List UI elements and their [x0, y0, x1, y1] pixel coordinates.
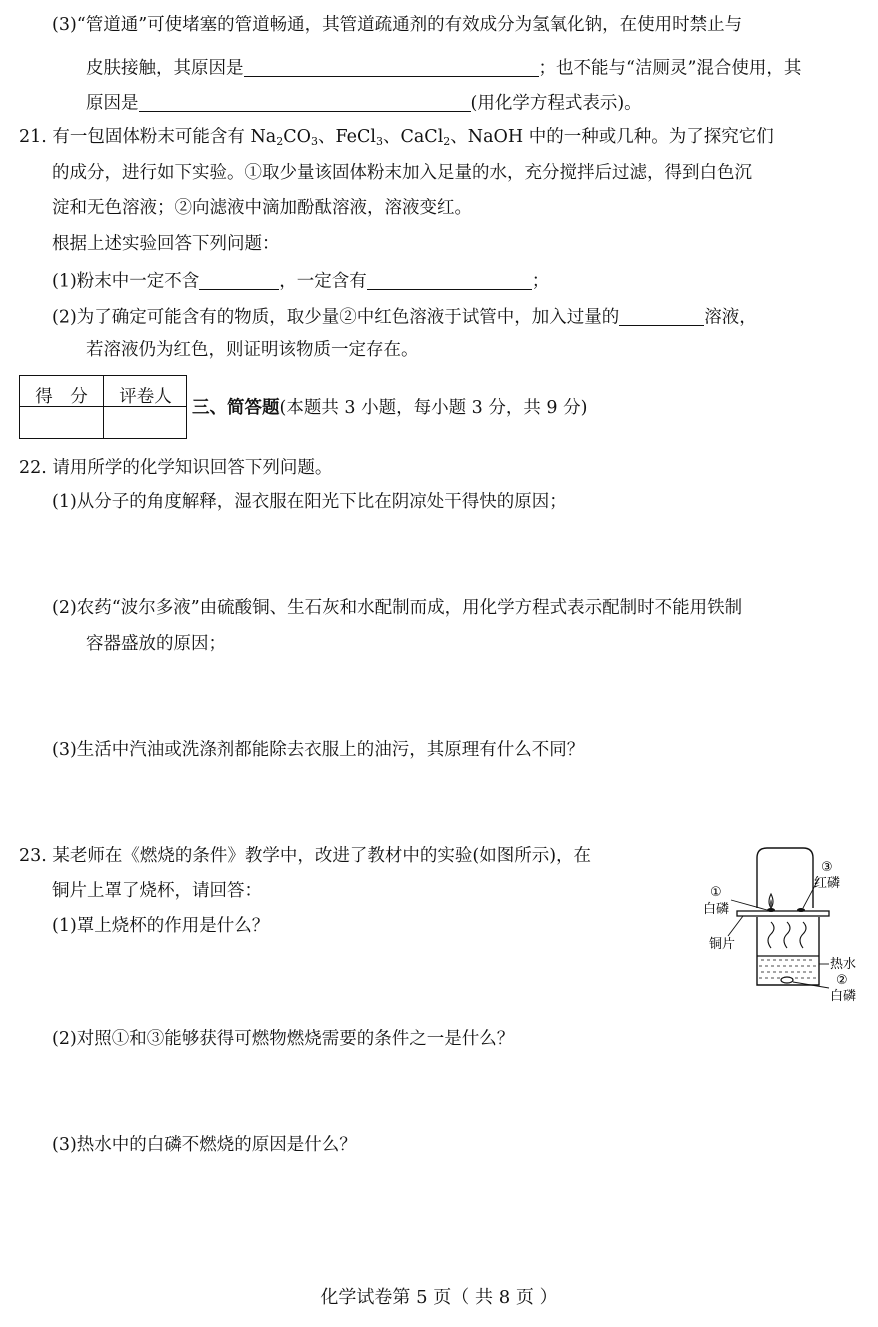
white-phosphorus-2	[781, 977, 793, 983]
leader-line	[731, 900, 767, 910]
label-2-num: ②	[836, 973, 848, 988]
q21-text: CO	[283, 127, 311, 147]
q23-stem-line1: 23. 某老师在《燃烧的条件》教学中，改进了教材中的实验(如图所示)，在	[19, 846, 592, 866]
section-3-desc: (本题共 3 小题，每小题 3 分，共 9 分)	[279, 398, 588, 418]
page-footer: 化学试卷第 5 页（ 共 8 页 ）	[320, 1287, 558, 1308]
answer-blank-q20-equation[interactable]	[139, 93, 471, 112]
combustion-experiment-figure	[695, 840, 870, 1010]
beaker-outline	[757, 848, 813, 908]
q23-part2: (2)对照①和③能够获得可燃物燃烧需要的条件之一是什么？	[52, 1029, 515, 1049]
grader-header: 评卷人	[119, 387, 172, 407]
label-copper: 铜片	[709, 937, 736, 952]
section-3-title: 三、简答题	[192, 398, 280, 418]
q22-part2-line2: 容器盛放的原因；	[86, 634, 226, 654]
section-3-heading	[192, 400, 587, 418]
label-3-text: 红磷	[814, 876, 841, 891]
steam-icon	[800, 922, 806, 948]
q20-3-line3-text-a: 原因是	[86, 93, 139, 114]
copper-sheet	[737, 911, 829, 916]
q23-part3: (3)热水中的白磷不燃烧的原因是什么？	[52, 1135, 357, 1155]
q22-stem: 22. 请用所学的化学知识回答下列问题。	[19, 458, 333, 478]
answer-blank-q20-reason[interactable]	[244, 58, 539, 77]
red-phosphorus-3	[797, 908, 805, 912]
label-1-num: ①	[710, 885, 722, 900]
q21-sub2-text-b: 溶液，	[704, 307, 757, 328]
q21-line2: 的成分，进行如下实验。①取少量该固体粉末加入足量的水，充分搅拌后过滤，得到白色沉	[52, 163, 752, 183]
label-3-num: ③	[821, 860, 833, 875]
score-header: 得 分	[35, 387, 88, 407]
subscript: 3	[310, 135, 318, 148]
q20-3-line2	[86, 58, 801, 78]
q21-sub1	[52, 271, 549, 291]
q21-line3: 淀和无色溶液；②向滤液中滴加酚酞溶液，溶液变红。	[52, 198, 472, 218]
subscript: 3	[375, 135, 383, 148]
q21-sub2	[52, 307, 757, 327]
q20-3-line2-text-b: ；也不能与“洁厕灵”混合使用，其	[538, 58, 802, 79]
q21-sub1-text-c: ；	[531, 271, 550, 292]
q21-text: 21. 有一包固体粉末可能含有 Na	[19, 127, 277, 147]
label-2-text: 白磷	[830, 989, 857, 1004]
q21-text: 、CaCl	[382, 127, 444, 147]
lower-beaker-outline	[757, 917, 819, 985]
q22-part3: (3)生活中汽油或洗涤剂都能除去衣服上的油污，其原理有什么不同？	[52, 740, 585, 760]
q22-part2-line1: (2)农药“波尔多液”由硫酸铜、生石灰和水配制而成，用化学方程式表示配制时不能用铁制	[52, 598, 743, 618]
q20-3-line2-text-a: 皮肤接触，其原因是	[86, 58, 244, 79]
label-1-text: 白磷	[703, 902, 730, 917]
q21-text: 、NaOH 中的一种或几种。为了探究它们	[450, 127, 774, 147]
q21-line4: 根据上述实验回答下列问题：	[52, 234, 280, 254]
steam-icon	[768, 922, 774, 948]
q21-sub1-text-b: ，一定含有	[279, 271, 367, 292]
steam-icon	[784, 922, 790, 948]
q21-sub1-text-a: (1)粉末中一定不含	[52, 271, 200, 292]
score-table	[19, 375, 187, 439]
q21-line1	[19, 129, 774, 147]
q21-text: 、FeCl	[317, 127, 376, 147]
subscript: 2	[443, 135, 451, 148]
answer-blank-q21-not-contain[interactable]	[199, 271, 279, 290]
label-hot-water: 热水	[830, 957, 857, 972]
leader-line	[728, 916, 743, 936]
q21-sub2-text-a: (2)为了确定可能含有的物质，取少量②中红色溶液于试管中，加入过量的	[52, 307, 620, 328]
answer-blank-q21-must-contain[interactable]	[367, 271, 532, 290]
q22-part1: (1)从分子的角度解释，湿衣服在阳光下比在阴凉处干得快的原因；	[52, 492, 567, 512]
q21-sub2-line2: 若溶液仍为红色，则证明该物质一定存在。	[86, 340, 419, 360]
subscript: 2	[276, 135, 284, 148]
q23-stem-line2: 铜片上罩了烧杯，请回答：	[52, 881, 262, 901]
q20-3-line1: (3)“管道通”可使堵塞的管道畅通，其管道疏通剂的有效成分为氢氧化钠，在使用时禁止与	[52, 15, 743, 35]
q23-part1: (1)罩上烧杯的作用是什么？	[52, 916, 270, 936]
q20-3-line3	[86, 93, 642, 113]
answer-blank-q21-reagent[interactable]	[619, 307, 704, 326]
q20-3-line3-text-b: (用化学方程式表示)。	[470, 93, 642, 114]
